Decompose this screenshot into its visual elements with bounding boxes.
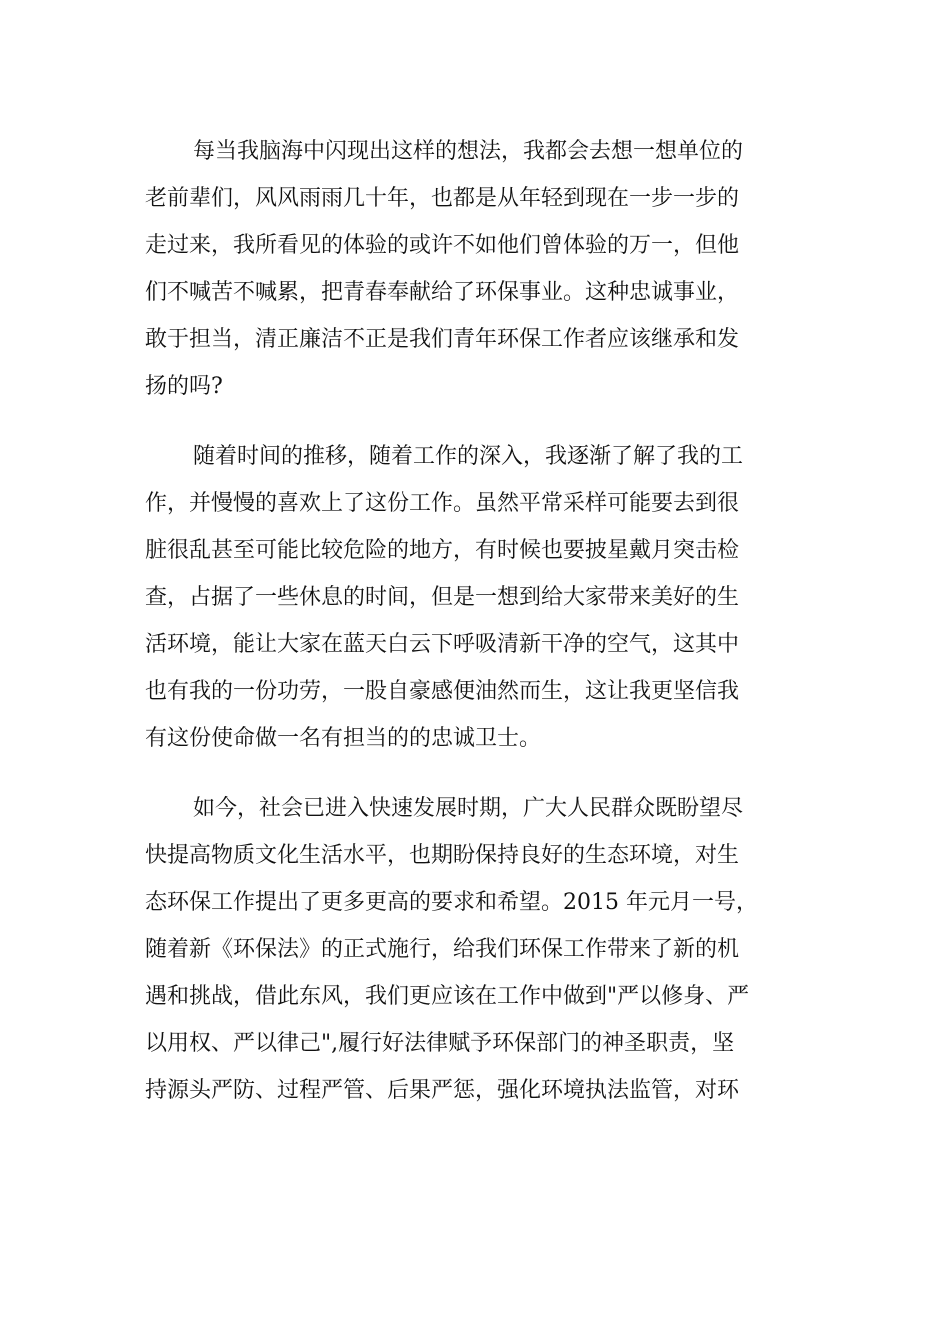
- paragraph-line: 活环境，能让大家在蓝天白云下呼吸清新干净的空气，这其中: [145, 632, 740, 657]
- paragraph-line: 走过来，我所看见的体验的或许不如他们曾体验的万一，但他: [145, 233, 740, 258]
- paragraph-line: 每当我脑海中闪现出这样的想法，我都会去想一想单位的: [193, 139, 744, 164]
- paragraph-2: [145, 433, 805, 762]
- paragraph-spacer: [145, 762, 805, 785]
- paragraph-spacer: [145, 410, 805, 433]
- paragraph-line: 快提高物质文化生活水平，也期盼保持良好的生态环境，对生: [145, 843, 740, 868]
- paragraph-line: 敢于担当，清正廉洁不正是我们青年环保工作者应该继承和发: [145, 327, 740, 352]
- paragraph-line: 作，并慢慢的喜欢上了这份工作。虽然平常采样可能要去到很: [145, 491, 740, 516]
- paragraph-line: 遇和挑战，借此东风，我们更应该在工作中做到"严以修身、严: [145, 984, 750, 1009]
- paragraph-line: 也有我的一份功劳，一股自豪感便油然而生，这让我更坚信我: [145, 679, 740, 704]
- paragraph-line: 持源头严防、过程严管、后果严惩，强化环境执法监管，对环: [145, 1078, 740, 1103]
- paragraph-line: 们不喊苦不喊累，把青春奉献给了环保事业。这种忠诚事业，: [145, 280, 740, 305]
- paragraph-line: 脏很乱甚至可能比较危险的地方，有时候也要披星戴月突击检: [145, 538, 740, 563]
- paragraph-3: [145, 785, 805, 1114]
- paragraph-line: 老前辈们，风风雨雨几十年，也都是从年轻到现在一步一步的: [145, 186, 740, 211]
- paragraph-1: [145, 128, 805, 410]
- paragraph-line: 扬的吗?: [145, 374, 223, 399]
- paragraph-line: 查，占据了一些休息的时间，但是一想到给大家带来美好的生: [145, 585, 740, 610]
- body-text: [145, 128, 805, 1114]
- paragraph-line: 以用权、严以律己",履行好法律赋予环保部门的神圣职责，坚: [145, 1031, 735, 1056]
- paragraph-line: 有这份使命做一名有担当的的忠诚卫士。: [145, 726, 542, 751]
- paragraph-line: 态环保工作提出了更多更高的要求和希望。2015 年元月一号，: [145, 890, 758, 915]
- paragraph-line: 如今，社会已进入快速发展时期，广大人民群众既盼望尽: [193, 796, 744, 821]
- paragraph-line: 随着时间的推移，随着工作的深入，我逐渐了解了我的工: [193, 444, 744, 469]
- paragraph-line: 随着新《环保法》的正式施行，给我们环保工作带来了新的机: [145, 937, 740, 962]
